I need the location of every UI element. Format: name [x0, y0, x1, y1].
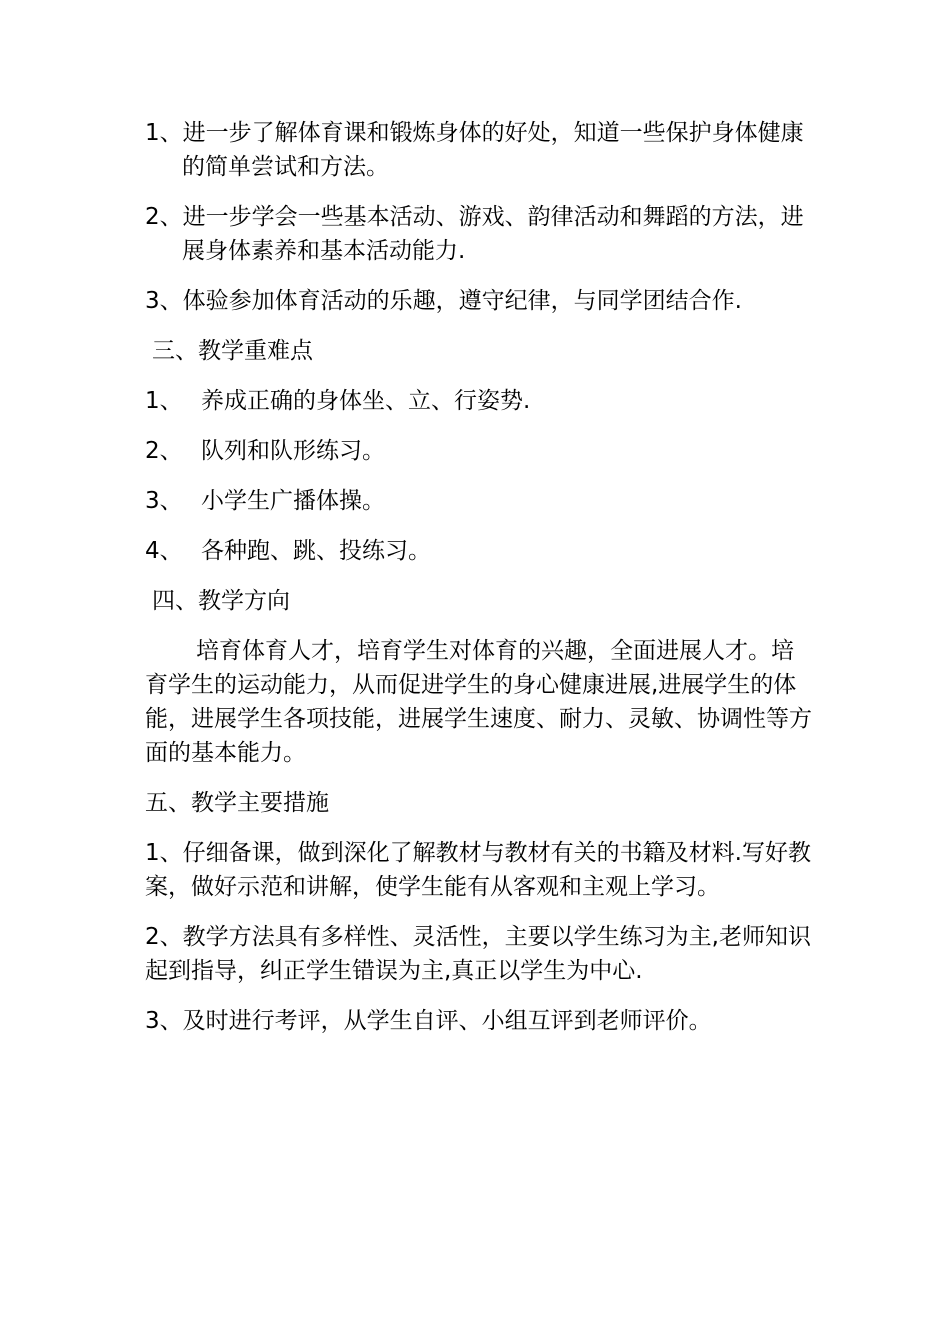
difficulty-item-1 [145, 384, 813, 418]
difficulty-item-text: 队列和队形练习。 [201, 438, 385, 464]
section-5-heading: 五、教学主要措施 [145, 790, 329, 816]
objective-3: 3、体验参加体育活动的乐趣，遵守纪律，与同学团结合作. [145, 288, 742, 314]
difficulty-item-number: 2、 [145, 438, 183, 464]
difficulty-item-number: 3、 [145, 488, 183, 514]
measure-1: 1、仔细备课，做到深化了解教材与教材有关的书籍及材料.写好教案，做好示范和讲解，使学生能有从客观和主观上学习。 [145, 840, 811, 900]
section-4-heading: 四、教学方向 [152, 588, 290, 614]
difficulty-item-text: 各种跑、跳、投练习。 [201, 538, 431, 564]
document-page [145, 116, 813, 1054]
difficulty-item-number: 1、 [145, 388, 183, 414]
measure-3: 3、及时进行考评，从学生自评、小组互评到老师评价。 [145, 1008, 712, 1034]
difficulty-item-text: 小学生广播体操。 [201, 488, 385, 514]
difficulty-item-text: 养成正确的身体坐、立、行姿势. [201, 388, 531, 414]
section-3-heading: 三、教学重难点 [152, 338, 313, 364]
measure-2: 2、教学方法具有多样性、灵活性，主要以学生练习为主,老师知识起到指导，纠正学生错误为主,真正以学生为中心. [145, 924, 811, 984]
objective-1: 1、进一步了解体育课和锻炼身体的好处，知道一些保护身体健康的简单尝试和方法。 [145, 120, 804, 180]
difficulty-item-4 [145, 534, 813, 568]
section-4-body: 培育体育人才，培育学生对体育的兴趣，全面进展人才。培育学生的运动能力，从而促进学生的身心健康进展,进展学生的体能，进展学生各项技能，进展学生速度、耐力、灵敏、协调性等方面的基本能力。 [145, 638, 812, 766]
objective-2: 2、进一步学会一些基本活动、游戏、韵律活动和舞蹈的方法，进展身体素养和基本活动能力. [145, 204, 804, 264]
difficulty-item-3 [145, 484, 813, 518]
difficulty-item-2 [145, 434, 813, 468]
difficulty-item-number: 4、 [145, 538, 183, 564]
